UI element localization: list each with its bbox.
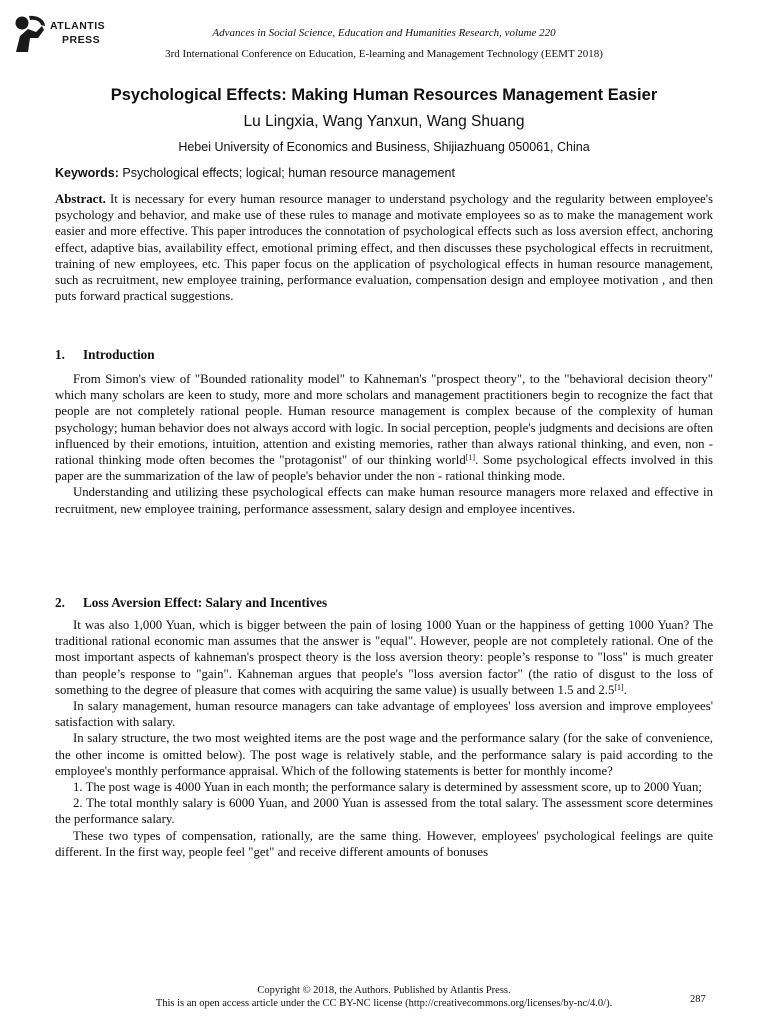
paragraph: In salary structure, the two most weighted items are the post wage and the performance salary (for the sake of convenience, the other income is omitted below). The post wage is relatively stable, and the performance salary is paid according to the employee's monthly performance appraisal. Which of the following statements is better for monthly income?: [55, 731, 713, 778]
paragraph-text: From Simon's view of "Bounded rationality model" to Kahneman's "prospect theory", to the "behavioral decision theory" which many scholars are keen to study, more and more scholars and management practitioners begin to recognize the fact that people are not completely rational people. Human resource management is complex because of the complexity of human psychology; human behavior does not always accord with logic. In social perception, people's judgments and decisions are often influenced by their emotions, intuition, attention and existing memories, rather than always rational thinking, and even, non - rational thinking mode often becomes the "protagonist" of our thinking world: [55, 372, 713, 468]
paragraph: 2. The total monthly salary is 6000 Yuan, and 2000 Yuan is assessed from the total salary. The assessment score determines the performance salary.: [55, 796, 713, 827]
paragraph: [55, 617, 713, 698]
paragraph: 1. The post wage is 4000 Yuan in each month; the performance salary is determined by assessment score, up to 2000 Yuan;: [73, 780, 702, 795]
paragraph-text: It was also 1,000 Yuan, which is bigger between the pain of losing 1000 Yuan or the happiness of getting 1000 Yuan? The traditional rational economic man assumes that the answer is "equal". However, people are not completely rational. One of the most important aspects of kahneman's prospect theory is the loss aversion theory: people’s response to "loss" is much greater than people’s response to "gain". Kahneman argues that people's "loss aversion factor" (the ratio of disgust to the loss of something to the degree of pleasure that comes with acquiring the same value) is usually between 1.5 and 2.5: [55, 618, 713, 697]
journal-header: Advances in Social Science, Education and Humanities Research, volume 220: [212, 27, 556, 39]
license-line: This is an open access article under the CC BY-NC license (http://creativecommons.org/licenses/by-nc/4.0/).: [155, 998, 613, 1009]
conference-header: 3rd International Conference on Education, E-learning and Management Technology (EEMT 2018): [165, 48, 603, 60]
paragraph: These two types of compensation, rationally, are the same thing. However, employees' psychological feelings are quite different. In the first way, people feel "get" and receive different amounts of bonuses: [55, 828, 713, 859]
abstract-text: It is necessary for every human resource manager to understand psychology and the regularity between employee's psychology and behavior, and make use of these rules to manage and motivate employees so as to make the management work easier and more effective. This paper introduces the connotation of psychological effects such as loss aversion effect, anchoring effect, adaptive bias, availability effect, emotional priming effect, and then discusses these psychological effects in recruitment, training of new employees, etc. This paper focus on the application of psychological effects in human resource management, such as recruitment, new employee training, performance evaluation, compensation design and employee motivation , and then puts forward practical suggestions.: [55, 192, 713, 304]
section-2-heading: [55, 595, 327, 611]
section-1-heading: [55, 347, 155, 363]
citation: [1]: [614, 682, 624, 692]
abstract-label: Abstract.: [55, 192, 106, 206]
paper-title: Psychological Effects: Making Human Resources Management Easier: [110, 86, 658, 104]
keywords-text: Psychological effects; logical; human resource management: [118, 166, 455, 180]
paragraph: [55, 371, 713, 484]
keywords-line: [55, 166, 455, 180]
section-2-title: Loss Aversion Effect: Salary and Incentives: [83, 595, 328, 610]
keywords-label: Keywords:: [55, 166, 119, 180]
logo-line-1: ATLANTIS: [50, 20, 106, 32]
section-2-number: 2.: [55, 595, 65, 610]
section-1-number: 1.: [55, 347, 65, 362]
section-1-title: Introduction: [83, 347, 155, 362]
section-2-body: [55, 617, 713, 860]
paper-affiliation: Hebei University of Economics and Business, Shijiazhuang 050061, China: [178, 140, 590, 154]
paragraph-text: . Some psychological effects involved in this paper are the summarization of the law of people's behavior under the non - rational thinking mode.: [55, 453, 713, 484]
logo-line-2: PRESS: [62, 34, 101, 46]
abstract: [55, 191, 713, 304]
section-1-body: [55, 371, 713, 517]
paragraph: Understanding and utilizing these psychological effects can make human resource managers more relaxed and effective in recruitment, new employee training, performance assessment, salary design and employee incentives.: [55, 485, 713, 516]
paragraph: In salary management, human resource managers can take advantage of employees' loss aversion and improve employees' satisfaction with salary.: [55, 699, 713, 730]
paragraph-text: .: [623, 682, 627, 697]
paper-authors: Lu Lingxia, Wang Yanxun, Wang Shuang: [243, 113, 525, 130]
page-number: 287: [690, 994, 706, 1005]
copyright-line: Copyright © 2018, the Authors. Published by Atlantis Press.: [257, 985, 511, 996]
citation: [1]: [465, 453, 476, 463]
